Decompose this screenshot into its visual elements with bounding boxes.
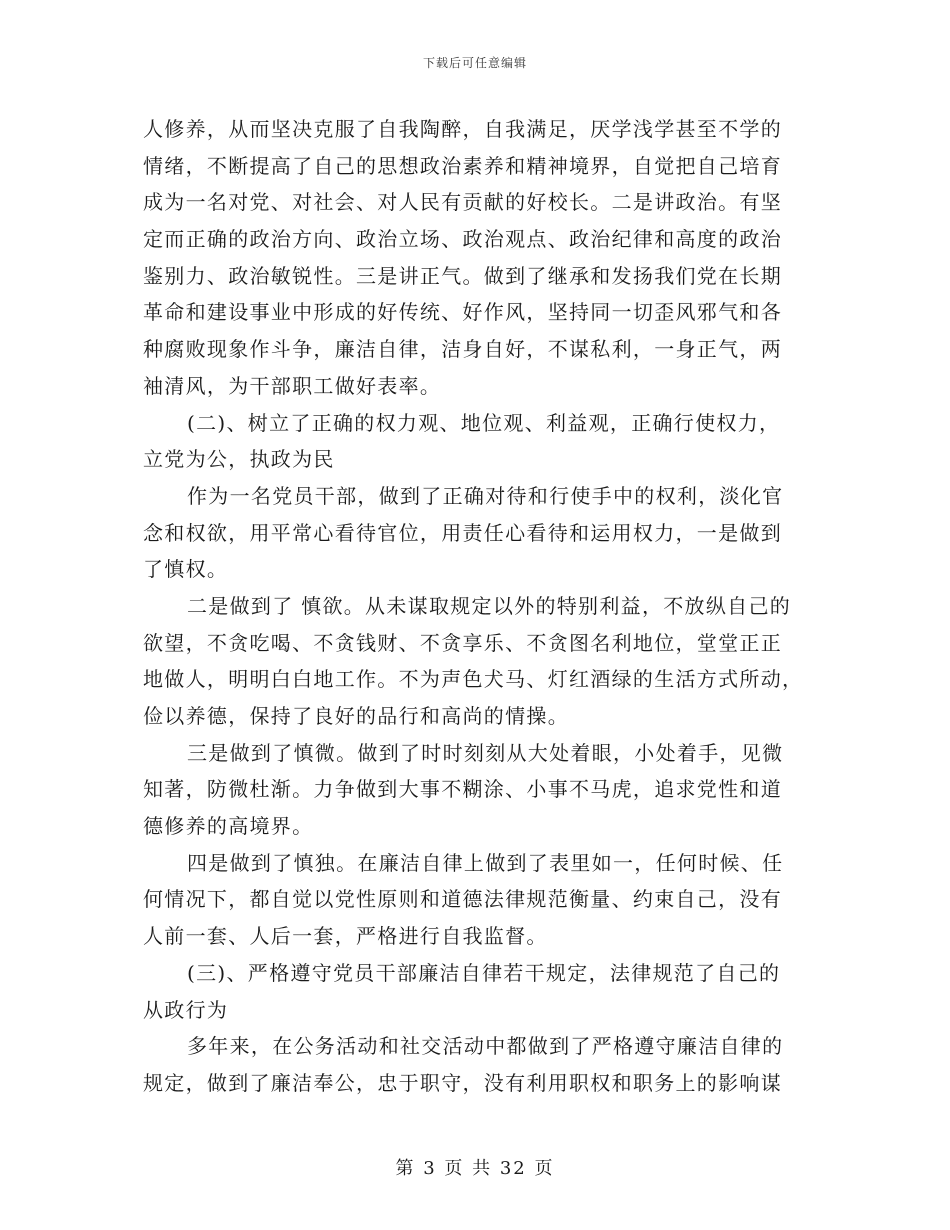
text-line: 欲望，不贪吃喝、不贪钱财、不贪享乐、不贪图名利地位，堂堂正正 [143, 630, 782, 655]
section-heading-line: (三)、严格遵守党员干部廉洁自律若干规定，法律规范了自己的 [187, 960, 781, 985]
text-line: 鉴别力、政治敏锐性。三是讲正气。做到了继承和发扬我们党在长期 [143, 263, 782, 288]
section-heading-line: 从政行为 [143, 997, 229, 1022]
page-number-footer: 第 3 页 共 32 页 [395, 1158, 555, 1179]
text-line: 袖清风，为干部职工做好表率。 [143, 373, 442, 398]
text-line: 成为一名对党、对社会、对人民有贡献的好校长。二是讲政治。有坚 [143, 190, 782, 215]
text-line: 何情况下，都自觉以党性原则和道德法律规范衡量、约束自己，没有 [143, 887, 782, 912]
text-line: 了慎权。 [143, 557, 229, 582]
text-line: 定而正确的政治方向、政治立场、政治观点、政治纪律和高度的政治 [143, 227, 782, 252]
text-line: 三是做到了慎微。做到了时时刻刻从大处着眼，小处着手，见微 [187, 740, 784, 765]
text-line: 四是做到了慎独。在廉洁自律上做到了表里如一，任何时候、任 [187, 850, 784, 875]
page-header: 下载后可任意编辑 [422, 56, 527, 70]
text-line: 革命和建设事业中形成的好传统、好作风，坚持同一切歪风邪气和各 [143, 300, 782, 325]
document-body [143, 111, 808, 1102]
text-line: 规定，做到了廉洁奉公，忠于职守，没有利用职权和职务上的影响谋 [143, 1070, 782, 1095]
text-line: 德修养的高境界。 [143, 814, 314, 839]
text-line: 多年来，在公务活动和社交活动中都做到了严格遵守廉洁自律的 [187, 1034, 784, 1059]
text-line: 地做人，明明白白地工作。不为声色犬马、灯红酒绿的生活方式所动， [143, 667, 804, 692]
text-line: 情绪，不断提高了自己的思想政治素养和精神境界，自觉把自己培育 [143, 153, 782, 178]
text-line: 念和权欲，用平常心看待官位，用责任心看待和运用权力，一是做到 [143, 520, 782, 545]
text-line: 知著，防微杜渐。力争做到大事不糊涂、小事不马虎，追求党性和道 [143, 777, 782, 802]
text-line: 人前一套、人后一套，严格进行自我监督。 [143, 924, 548, 949]
text-line: 作为一名党员干部，做到了正确对待和行使手中的权利，淡化官 [187, 483, 784, 508]
text-line: 俭以养德，保持了良好的品行和高尚的情操。 [143, 704, 569, 728]
section-heading-line: (二)、树立了正确的权力观、地位观、利益观，正确行使权力， [187, 410, 781, 435]
section-heading-line: 立党为公，执政为民 [143, 447, 335, 472]
text-line: 二是做到了 慎欲。从未谋取规定以外的特别利益，不放纵自己的 [187, 593, 792, 618]
text-line: 人修养，从而坚决克服了自我陶醉，自我满足，厌学浅学甚至不学的 [143, 117, 782, 141]
text-line: 种腐败现象作斗争，廉洁自律，洁身自好，不谋私利，一身正气，两 [143, 337, 782, 362]
